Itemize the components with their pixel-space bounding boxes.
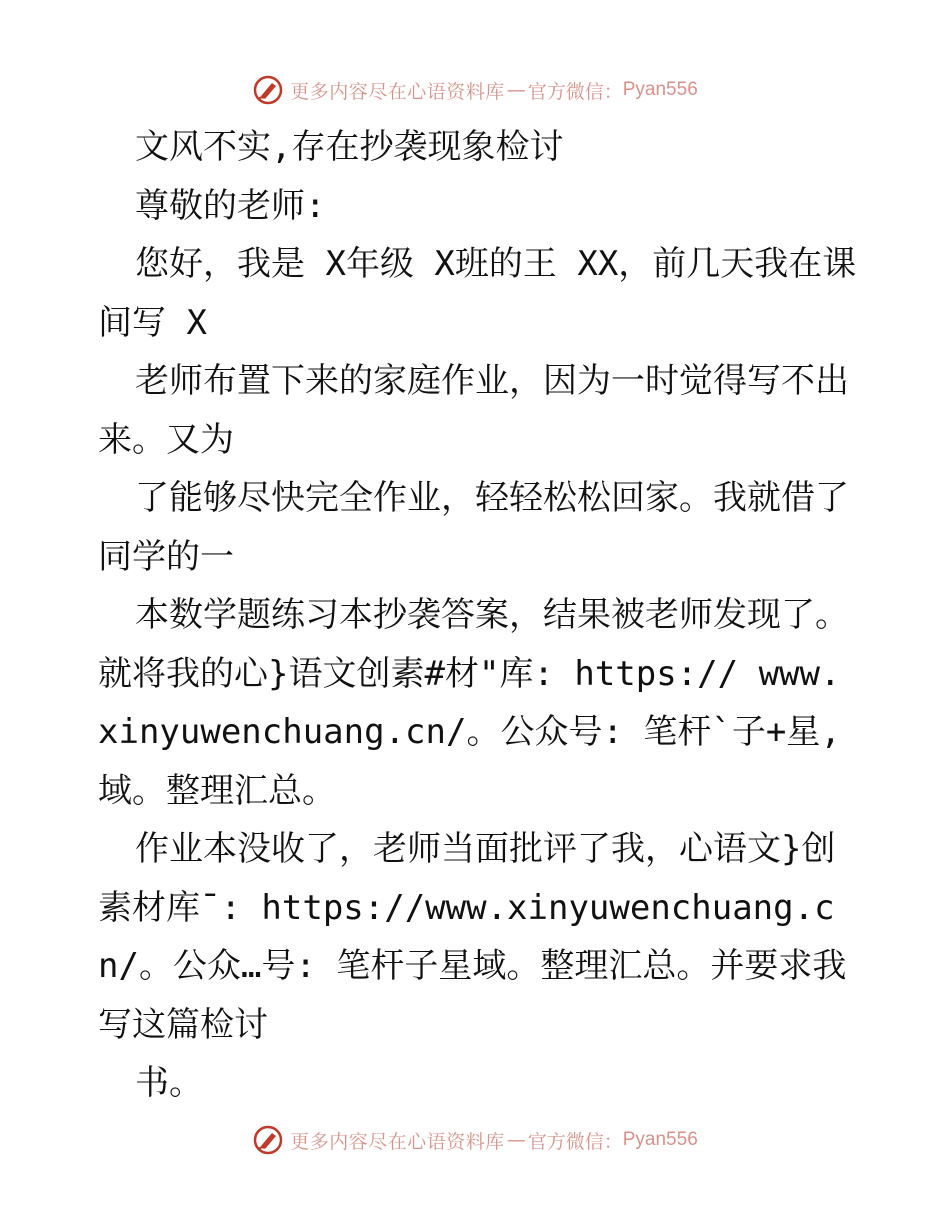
body-paragraph: 您好，我是 X年级 X班的王 XX，前几天我在课间写 X: [98, 244, 857, 343]
body-paragraph: 老师布置下来的家庭作业，因为一时觉得写不出来。又为: [98, 361, 849, 460]
document-body: [98, 118, 858, 1113]
document-title: 文风不实,存在抄袭现象检讨: [135, 127, 564, 167]
header-watermark: [0, 70, 950, 110]
salutation: 尊敬的老师:: [135, 185, 326, 226]
header-contact-value: Pyan556: [622, 79, 698, 100]
body-paragraph: 本数学题练习本抄袭答案，结果被老师发现了。就将我的心}语文创素#材"库: https:// www.xinyuwenchuang.cn/。公众号: 笔杆`子+星,域。整理汇总。: [98, 595, 849, 811]
body-paragraph: 了能够尽快完全作业，轻轻松松回家。我就借了同学的一: [98, 478, 849, 577]
footer-contact-value: Pyan556: [622, 1129, 698, 1150]
body-paragraph: 作业本没收了，老师当面批评了我，心语文}创素材库¯: https://www.xinyuwenchuang.cn/。公众…号: 笔杆子星域。整理汇总。并要求我写这篇检讨: [98, 829, 847, 1045]
brush-logo-icon: [252, 74, 284, 106]
footer-watermark: [0, 1120, 950, 1160]
brush-logo-icon: [252, 1124, 284, 1156]
footer-banner-text: 更多内容尽在心语资料库: [290, 1130, 505, 1153]
header-banner-text: 更多内容尽在心语资料库: [290, 80, 505, 103]
header-separator: —: [506, 79, 526, 101]
closing-paragraph: 书。: [135, 1063, 203, 1103]
footer-contact-label: 官方微信：: [527, 1130, 623, 1153]
header-contact-label: 官方微信：: [527, 80, 623, 103]
footer-separator: —: [506, 1129, 526, 1151]
